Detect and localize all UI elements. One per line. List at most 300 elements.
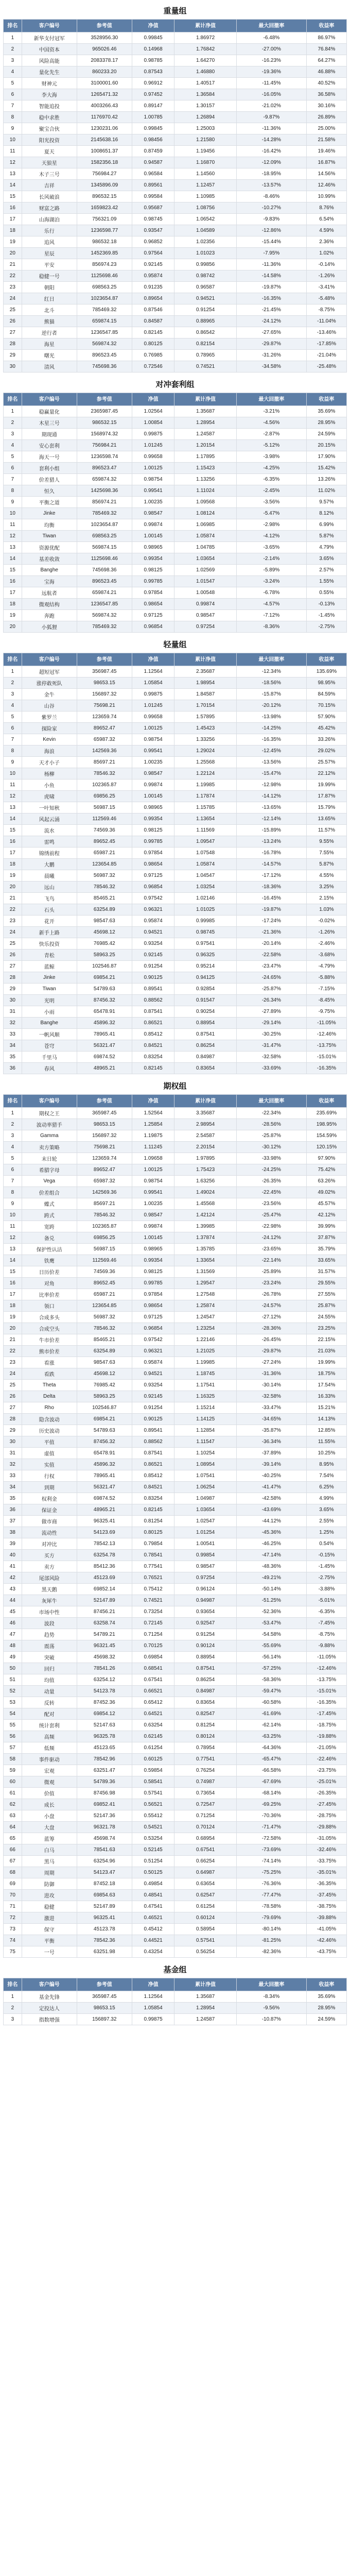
table-row [4, 802, 347, 814]
table-cell: 1.15214 [174, 1402, 236, 1414]
table-cell: 1.22146 [174, 1334, 236, 1346]
table-cell: 0.99875 [132, 689, 174, 700]
column-header: 客户编号 [22, 393, 77, 406]
table-cell: 0.93254 [132, 1380, 174, 1391]
table-cell: 0.44521 [132, 1935, 174, 1946]
table-row [4, 587, 347, 599]
table-row [4, 1018, 347, 1029]
table-cell: 0.76985 [132, 350, 174, 361]
table-cell: -1.26% [306, 927, 346, 938]
table-cell: -12.46% [306, 1029, 346, 1040]
table-cell: 0.94987 [174, 1595, 236, 1606]
table-cell: 39 [4, 1538, 22, 1550]
table-cell: 28.95% [306, 417, 346, 429]
table-cell: 58963.25 [77, 1391, 132, 1402]
column-header: 最大回撤率 [236, 393, 306, 406]
column-header: 收益率 [306, 653, 346, 666]
table-cell: 1425698.36 [77, 485, 132, 497]
section-options [3, 1077, 347, 1958]
table-cell: 63.26% [306, 1176, 346, 1187]
table-cell: 0.96854 [132, 1323, 174, 1334]
table-cell: -37.89% [236, 1448, 306, 1459]
table-cell: 35.69% [306, 1991, 346, 2003]
table-cell: 1.15423 [174, 463, 236, 474]
table-cell: 1.08954 [174, 1459, 236, 1470]
table-cell: 78542.36 [77, 1935, 132, 1946]
table-cell: -69.25% [236, 1799, 306, 1810]
table-cell: 13.26% [306, 474, 346, 485]
table-cell: 659874.15 [77, 316, 132, 327]
table-cell: 1.06542 [174, 214, 236, 225]
table-cell: 860233.20 [77, 66, 132, 78]
table-cell: -5.01% [306, 1595, 346, 1606]
table-cell: 0.90125 [132, 1414, 174, 1425]
table-row [4, 723, 347, 734]
table-cell: 乐行 [22, 225, 77, 236]
table-cell: -39.14% [236, 1459, 306, 1470]
table-cell: -27.89% [236, 1006, 306, 1018]
table-row [4, 1572, 347, 1584]
table-cell: 15.21% [306, 1402, 346, 1414]
table-cell: -15.01% [306, 1052, 346, 1063]
table-cell: 1.35785 [174, 1244, 236, 1255]
table-cell: 1.01025 [174, 904, 236, 916]
table-row [4, 1527, 347, 1538]
table-cell: 21 [4, 1334, 22, 1346]
table-cell: -6.35% [306, 1606, 346, 1618]
table-cell: 986532.15 [77, 417, 132, 429]
table-cell: -14.25% [236, 723, 306, 734]
table-cell: -33.69% [236, 1063, 306, 1074]
table-cell: 4 [4, 66, 22, 78]
table-row [4, 1006, 347, 1018]
table-cell: 1.11245 [132, 1142, 174, 1153]
table-cell: 买方 [22, 1550, 77, 1561]
table-cell: 18 [4, 1300, 22, 1312]
table-cell: 1.29547 [174, 1278, 236, 1289]
column-header: 净值 [132, 393, 174, 406]
table-cell: 做市商 [22, 1516, 77, 1527]
table-row [4, 66, 347, 78]
table-row [4, 745, 347, 757]
table-cell: 0.99658 [132, 711, 174, 723]
table-cell: 1.46880 [174, 66, 236, 78]
table-cell: 45698.74 [77, 1833, 132, 1844]
table-cell: 李大海 [22, 89, 77, 100]
table-cell: -17.45% [306, 1708, 346, 1720]
table-cell: 0.55% [306, 587, 346, 599]
table-cell: 0.98745 [132, 214, 174, 225]
table-cell: -16.35% [306, 1697, 346, 1708]
table-cell: -13.56% [236, 757, 306, 768]
table-row [4, 1436, 347, 1448]
table-row [4, 1312, 347, 1323]
table-cell: 1.57895 [174, 711, 236, 723]
table-cell: 大盘 [22, 1822, 77, 1833]
table-row [4, 1584, 347, 1595]
table-cell: 23 [4, 282, 22, 293]
table-row [4, 1810, 347, 1822]
table-cell: -16.35% [236, 293, 306, 304]
table-row [4, 1164, 347, 1176]
table-cell: -8.34% [236, 1991, 306, 2003]
table-cell: 17 [4, 587, 22, 599]
table-cell: 套利小组 [22, 463, 77, 474]
table-row [4, 168, 347, 180]
table-cell: 40.52% [306, 78, 346, 89]
table-cell: 69854.21 [77, 972, 132, 984]
table-header-row [4, 653, 347, 666]
table-cell: 1.16325 [174, 1391, 236, 1402]
table-cell: 14 [4, 180, 22, 191]
table-cell: 0.97854 [132, 1289, 174, 1300]
table-row [4, 1844, 347, 1856]
table-cell: -11.05% [306, 1652, 346, 1663]
table-cell: -13.75% [306, 1674, 346, 1686]
table-cell: 木子三号 [22, 168, 77, 180]
table-cell: 价差组合 [22, 1187, 77, 1198]
table-row [4, 1652, 347, 1663]
table-row [4, 576, 347, 587]
table-cell: 856974.23 [77, 259, 132, 270]
table-cell: -29.87% [236, 338, 306, 350]
table-cell: 1.11569 [174, 825, 236, 836]
table-cell: 熊市价差 [22, 1346, 77, 1357]
table-cell: -61.69% [236, 1708, 306, 1720]
table-cell: -31.47% [236, 1040, 306, 1052]
table-cell: Gamma [22, 1130, 77, 1142]
table-cell: 0.99354 [132, 814, 174, 825]
table-cell: 123659.74 [77, 711, 132, 723]
table-cell: 7 [4, 474, 22, 485]
table-cell: 0.66521 [132, 1686, 174, 1697]
table-row [4, 916, 347, 927]
table-cell: 探险家 [22, 723, 77, 734]
table-cell: 69874.52 [77, 1493, 132, 1504]
table-cell: 25.87% [306, 1300, 346, 1312]
table-cell: 苍穹 [22, 1040, 77, 1052]
table-cell: 52147.63 [77, 1720, 132, 1731]
table-cell: 杨柳 [22, 768, 77, 779]
table-cell: 0.98456 [132, 134, 174, 146]
table-cell: 5 [4, 711, 22, 723]
table-cell: 0.97125 [132, 870, 174, 882]
table-row [4, 1504, 347, 1516]
table-cell: -12.98% [236, 779, 306, 791]
table-cell: -9.75% [306, 1006, 346, 1018]
table-cell: 1.31569 [174, 1266, 236, 1278]
table-cell: -22.46% [306, 1754, 346, 1765]
table-cell: 24.55% [306, 1312, 346, 1323]
table-cell: 12 [4, 1232, 22, 1244]
table-cell: 0.94587 [132, 157, 174, 168]
table-cell: 4.55% [306, 870, 346, 882]
table-cell: 0.58954 [174, 1924, 236, 1935]
table-row [4, 519, 347, 531]
table-cell: -0.13% [306, 599, 346, 610]
table-cell: -22.58% [236, 950, 306, 961]
table-cell: 0.60124 [174, 1912, 236, 1924]
table-row [4, 1414, 347, 1425]
ranking-table [3, 653, 347, 1074]
table-cell: -7.12% [236, 610, 306, 621]
table-header-row [4, 393, 347, 406]
table-cell: 卖方 [22, 1561, 77, 1572]
table-cell: 0.87541 [132, 1448, 174, 1459]
table-row [4, 417, 347, 429]
table-cell: 长风破浪 [22, 191, 77, 202]
table-cell: 0.98654 [132, 859, 174, 870]
table-cell: -1.45% [306, 610, 346, 621]
table-cell: 1.17541 [174, 1380, 236, 1391]
table-cell: 1.35687 [174, 406, 236, 417]
table-cell: 尾部风险 [22, 1572, 77, 1584]
table-cell: 98.95% [306, 677, 346, 689]
table-row [4, 1618, 347, 1629]
table-cell: -70.36% [236, 1810, 306, 1822]
table-row [4, 1878, 347, 1890]
table-cell: -5.12% [236, 440, 306, 451]
table-cell: 68 [4, 1867, 22, 1878]
table-cell: -19.87% [236, 282, 306, 293]
column-header: 参考值 [77, 653, 132, 666]
table-cell: -26.35% [236, 1176, 306, 1187]
table-cell: 156897.32 [77, 1130, 132, 1142]
table-cell: 远航者 [22, 587, 77, 599]
table-row [4, 78, 347, 89]
table-cell: 6 [4, 723, 22, 734]
table-cell: 光明 [22, 995, 77, 1006]
table-row [4, 599, 347, 610]
table-cell: 3 [4, 429, 22, 440]
table-cell: 5.87% [306, 859, 346, 870]
table-cell: -8.75% [306, 304, 346, 316]
table-cell: 0.87541 [174, 1663, 236, 1674]
table-cell: 37 [4, 1516, 22, 1527]
table-cell: 33 [4, 1470, 22, 1482]
table-cell: 2.98954 [174, 1119, 236, 1130]
table-cell: -27.00% [236, 44, 306, 55]
table-row [4, 270, 347, 282]
table-cell: 76985.42 [77, 1380, 132, 1391]
table-cell: -31.05% [306, 1833, 346, 1844]
table-cell: 1.21025 [174, 1346, 236, 1357]
table-cell: 33.65% [306, 1255, 346, 1266]
table-cell: 11 [4, 519, 22, 531]
table-cell: -72.58% [236, 1833, 306, 1844]
table-cell: -13.75% [306, 1040, 346, 1052]
table-cell: 4 [4, 440, 22, 451]
table-cell: 64 [4, 1822, 22, 1833]
table-cell: 2.36% [306, 236, 346, 248]
table-cell: 0.98742 [174, 270, 236, 282]
table-cell: 低频 [22, 1742, 77, 1754]
table-cell: 0.67541 [132, 1674, 174, 1686]
table-row [4, 1448, 347, 1459]
table-cell: 154.59% [306, 1130, 346, 1142]
table-cell: 1.07541 [174, 1470, 236, 1482]
table-cell: 1125698.46 [77, 553, 132, 565]
table-cell: 69854.63 [77, 1890, 132, 1901]
table-cell: 飞鸟 [22, 893, 77, 904]
table-cell: 流水 [22, 825, 77, 836]
table-cell: 25.00% [306, 123, 346, 134]
table-cell: 1.19875 [132, 1130, 174, 1142]
table-cell: -6.78% [236, 587, 306, 599]
table-cell: 0.54% [306, 1538, 346, 1550]
table-cell: 13 [4, 168, 22, 180]
table-cell: 2145638.16 [77, 134, 132, 146]
table-cell: 保证金 [22, 1504, 77, 1516]
table-cell: 13 [4, 802, 22, 814]
table-cell: 保护性认沽 [22, 1244, 77, 1255]
table-cell: 0.71254 [174, 1810, 236, 1822]
table-cell: -1.45% [306, 1561, 346, 1572]
table-cell: 0.99845 [132, 123, 174, 134]
table-row [4, 768, 347, 779]
table-cell: Theta [22, 1380, 77, 1391]
table-cell: 山海湖泊 [22, 214, 77, 225]
table-cell: 1 [4, 32, 22, 44]
table-cell: 0.84521 [132, 1040, 174, 1052]
table-cell: 1.00785 [132, 112, 174, 123]
table-cell: 0.98754 [132, 474, 174, 485]
table-row [4, 304, 347, 316]
table-cell: 0.98547 [132, 508, 174, 519]
table-row [4, 1232, 347, 1244]
table-cell: 785469.32 [77, 304, 132, 316]
table-cell: 46 [4, 1618, 22, 1629]
table-cell: 基金先锋 [22, 1991, 77, 2003]
table-cell: 价值 [22, 1788, 77, 1799]
table-cell: -38.75% [306, 1901, 346, 1912]
table-cell: -21.05% [306, 1742, 346, 1754]
table-cell: 0.43254 [132, 1946, 174, 1958]
table-cell: 0.94521 [132, 927, 174, 938]
table-cell: 356987.45 [77, 666, 132, 677]
table-cell: 0.99875 [132, 2014, 174, 2025]
table-cell: 98547.63 [77, 1357, 132, 1368]
table-row [4, 1493, 347, 1504]
table-cell: 0.91254 [132, 961, 174, 972]
table-cell: 3 [4, 689, 22, 700]
table-cell: 0.97254 [174, 621, 236, 633]
table-cell: 10.99% [306, 191, 346, 202]
table-cell: 0.95214 [174, 961, 236, 972]
table-cell: 保守 [22, 1924, 77, 1935]
table-cell: 38 [4, 1527, 22, 1538]
table-cell: 流动性 [22, 1527, 77, 1538]
table-cell: 1236547.85 [77, 599, 132, 610]
table-cell: 夏天 [22, 146, 77, 157]
table-cell: -18.75% [306, 1720, 346, 1731]
table-cell: -20.12% [236, 700, 306, 711]
table-cell: 0.86254 [174, 1040, 236, 1052]
table-cell: -26.34% [236, 995, 306, 1006]
table-cell: 1.19456 [174, 146, 236, 157]
table-cell: 78546.32 [77, 1210, 132, 1221]
table-cell: 56987.32 [77, 870, 132, 882]
table-cell: 54123.47 [77, 1867, 132, 1878]
table-cell: 1.21580 [174, 134, 236, 146]
table-cell: 一叶知秋 [22, 802, 77, 814]
table-cell: 1.26894 [174, 112, 236, 123]
table-cell: 1.02146 [174, 893, 236, 904]
table-cell: 8.95% [306, 1459, 346, 1470]
table-cell: 3 [4, 1130, 22, 1142]
table-cell: 灰犀牛 [22, 1595, 77, 1606]
table-cell: 1.01547 [174, 576, 236, 587]
table-row [4, 1130, 347, 1142]
table-cell: -82.36% [236, 1946, 306, 1958]
table-cell: -23.24% [236, 1278, 306, 1289]
table-cell: 27 [4, 1402, 22, 1414]
table-cell: 15 [4, 191, 22, 202]
table-cell: 比率价差 [22, 1289, 77, 1300]
table-cell: 1.00125 [132, 723, 174, 734]
table-cell: 1.14125 [174, 1414, 236, 1425]
table-row [4, 848, 347, 859]
table-cell: 稳健一号 [22, 270, 77, 282]
table-cell: 85697.21 [77, 1198, 132, 1210]
table-cell: 0.90124 [174, 1640, 236, 1652]
table-row [4, 1289, 347, 1300]
table-cell: 0.49854 [132, 1878, 174, 1890]
table-cell: 0.99541 [132, 745, 174, 757]
table-cell: 13.65% [306, 814, 346, 825]
table-cell: 5 [4, 451, 22, 463]
table-cell: 98547.63 [77, 916, 132, 927]
table-cell: -73.69% [236, 1844, 306, 1856]
table-cell: 0.93547 [132, 225, 174, 236]
table-row [4, 927, 347, 938]
column-header: 净值 [132, 20, 174, 32]
table-row [4, 2003, 347, 2014]
table-cell: 6 [4, 463, 22, 474]
table-cell: 0.78954 [174, 1742, 236, 1754]
table-row [4, 463, 347, 474]
column-header: 排名 [4, 393, 22, 406]
table-cell: 0.92145 [132, 950, 174, 961]
table-cell: 蓝筹 [22, 1833, 77, 1844]
table-cell: 69854.21 [77, 1414, 132, 1425]
table-cell: 1.30157 [174, 100, 236, 112]
table-cell: 行权 [22, 1470, 77, 1482]
table-cell: 17 [4, 1289, 22, 1300]
table-cell: 32 [4, 1459, 22, 1470]
table-cell: 78546.32 [77, 1323, 132, 1334]
table-cell: 8 [4, 1187, 22, 1198]
column-header: 排名 [4, 653, 22, 666]
column-header: 参考值 [77, 1095, 132, 1108]
table-cell: 期权之王 [22, 1108, 77, 1119]
table-cell: 0.90125 [132, 972, 174, 984]
table-cell: 21 [4, 893, 22, 904]
table-cell: 75698.21 [77, 700, 132, 711]
table-cell: 17.90% [306, 451, 346, 463]
table-cell: 0.78541 [132, 1550, 174, 1561]
table-cell: 85465.21 [77, 1334, 132, 1346]
table-cell: -8.46% [236, 191, 306, 202]
table-row [4, 542, 347, 553]
table-cell: 123659.74 [77, 1153, 132, 1164]
table-cell: -2.98% [236, 519, 306, 531]
table-cell: 102546.87 [77, 1402, 132, 1414]
table-cell: 45698.12 [77, 927, 132, 938]
table-cell: -15.89% [236, 825, 306, 836]
table-cell: -25.48% [306, 361, 346, 372]
table-cell: 实值 [22, 1459, 77, 1470]
